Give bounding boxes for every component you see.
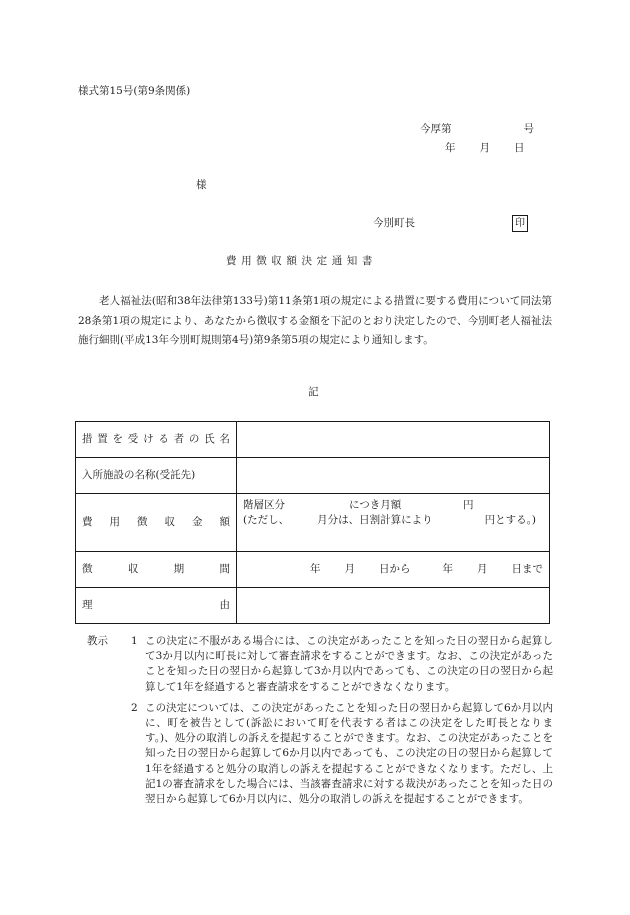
period-month-1: 月 bbox=[344, 562, 355, 575]
fee-note-end: 円とする。) bbox=[484, 514, 536, 526]
period-from: 日から bbox=[379, 562, 411, 575]
spread-label bbox=[82, 598, 230, 614]
label-char: 氏 bbox=[204, 432, 215, 445]
fee-yen-label: 円 bbox=[463, 499, 474, 511]
fee-line-2 bbox=[243, 513, 543, 528]
label-char: 由 bbox=[219, 598, 230, 611]
fee-amount-cell[interactable] bbox=[237, 494, 550, 552]
instruction-item-1 bbox=[87, 634, 553, 695]
label-char: 間 bbox=[219, 562, 230, 575]
period-year-2: 年 bbox=[442, 562, 453, 575]
fee-note-middle: 月分は、日割計算により bbox=[317, 514, 433, 526]
collection-period-cell[interactable] bbox=[237, 552, 550, 588]
label-char: 収 bbox=[127, 562, 139, 575]
instructions-section bbox=[87, 634, 553, 807]
recipient-name-cell[interactable] bbox=[237, 422, 550, 458]
label-char: を bbox=[112, 432, 124, 445]
label-char: 期 bbox=[173, 562, 185, 575]
body-text: 老人福祉法(昭和38年法律第133号)第11条第1項の規定による措置に要する費用について同法第28条第1項の規定により、あなたから徴収する金額を下記のとおり決定したので、今別町老人福祉法施行細則(平成13年今別町規則第4号)第9条第5項の規定により通知します。 bbox=[78, 295, 552, 347]
fee-note-open: (ただし、 bbox=[243, 514, 290, 526]
facility-name-cell[interactable] bbox=[237, 458, 550, 494]
instruction-number: 2 bbox=[131, 701, 138, 714]
document-title: 費用徴収額決定通知書 bbox=[226, 255, 377, 267]
date-day: 日 bbox=[514, 142, 525, 154]
table-row bbox=[76, 494, 550, 552]
period-year-1: 年 bbox=[310, 562, 321, 575]
fee-bracket-label: 階層区分 bbox=[243, 499, 285, 511]
table-row bbox=[76, 552, 550, 588]
spread-label bbox=[82, 562, 230, 578]
ki-heading: 記 bbox=[308, 386, 319, 398]
document-date bbox=[445, 141, 525, 157]
label-char: 徴 bbox=[137, 515, 148, 528]
spread-label bbox=[82, 515, 230, 531]
issuer-name: 今別町長 bbox=[373, 217, 415, 229]
detail-table bbox=[75, 421, 550, 624]
row-label-reason bbox=[76, 588, 237, 624]
date-year: 年 bbox=[445, 142, 456, 154]
instruction-text: この決定に不服がある場合には、この決定があったことを知った日の翌日から起算して3か月以内に町長に対して審査請求をすることができます。なお、この決定があったことを知った日の翌日から起算して3か月以内であっても、この決定の日の翌日から起算して1年を経過すると審査請求をすることができなくなります。 bbox=[145, 635, 553, 693]
period-to: 日まで bbox=[511, 562, 543, 575]
instructions-heading: 教示 bbox=[87, 635, 108, 647]
label-char: 者 bbox=[173, 432, 185, 445]
row-label-recipient-name bbox=[76, 422, 237, 458]
label-char: の bbox=[188, 432, 200, 445]
label-char: 費 bbox=[82, 515, 93, 528]
label-char: 徴 bbox=[82, 562, 93, 575]
instruction-number: 1 bbox=[131, 635, 138, 647]
spread-label bbox=[82, 432, 230, 448]
label-char: 措 bbox=[82, 432, 93, 445]
table-row bbox=[76, 588, 550, 624]
document-number-suffix: 号 bbox=[523, 123, 534, 135]
row-label-collection-period bbox=[76, 552, 237, 588]
label-char: 受 bbox=[127, 432, 139, 445]
document-number bbox=[420, 122, 534, 138]
label-char: 額 bbox=[219, 515, 230, 528]
instruction-item-2 bbox=[87, 701, 553, 807]
addressee-suffix: 様 bbox=[196, 179, 207, 191]
instructions-heading-spacer bbox=[87, 701, 131, 807]
period-month-2: 月 bbox=[477, 562, 488, 575]
seal-mark: 印 bbox=[512, 215, 528, 232]
fee-line-1 bbox=[243, 498, 543, 513]
date-month: 月 bbox=[479, 142, 490, 154]
label-char: け bbox=[143, 432, 154, 445]
fee-per-month-label: につき月額 bbox=[349, 499, 402, 511]
reason-cell[interactable] bbox=[237, 588, 550, 624]
label-char: 名 bbox=[219, 432, 230, 445]
label-char: 収 bbox=[164, 515, 175, 528]
row-label-facility-name bbox=[76, 458, 237, 494]
label-char: 用 bbox=[109, 515, 120, 528]
table-row bbox=[76, 422, 550, 458]
label-char: 理 bbox=[82, 598, 93, 611]
facility-label-text: 入所施設の名称(受託先) bbox=[82, 468, 196, 481]
label-char: 金 bbox=[192, 515, 203, 528]
form-number: 様式第15号(第9条関係) bbox=[78, 85, 191, 97]
row-label-fee-amount bbox=[76, 494, 237, 552]
table-row bbox=[76, 458, 550, 494]
label-char: 置 bbox=[97, 432, 108, 445]
label-char: る bbox=[158, 432, 169, 445]
document-number-prefix: 今厚第 bbox=[420, 123, 452, 135]
instruction-text: この決定については、この決定があったことを知った日の翌日から起算して6か月以内に、町を被告として(訴訟において町を代表する者はこの決定をした町長となります。)、処分の取消しの訴えを提起することができます。なお、この決定があったことを知った日の翌日から起算して6か月以内であっても、この決定の日の翌日から起算して1年を経過すると処分の取消しの訴えを提起することができなくなります。ただし、上記1の審査請求をした場合には、当該審査請求に対する裁決があったことを知った日の翌日から起算して6か月以内に、処分の取消しの訴えを提起することができます。 bbox=[145, 701, 553, 806]
